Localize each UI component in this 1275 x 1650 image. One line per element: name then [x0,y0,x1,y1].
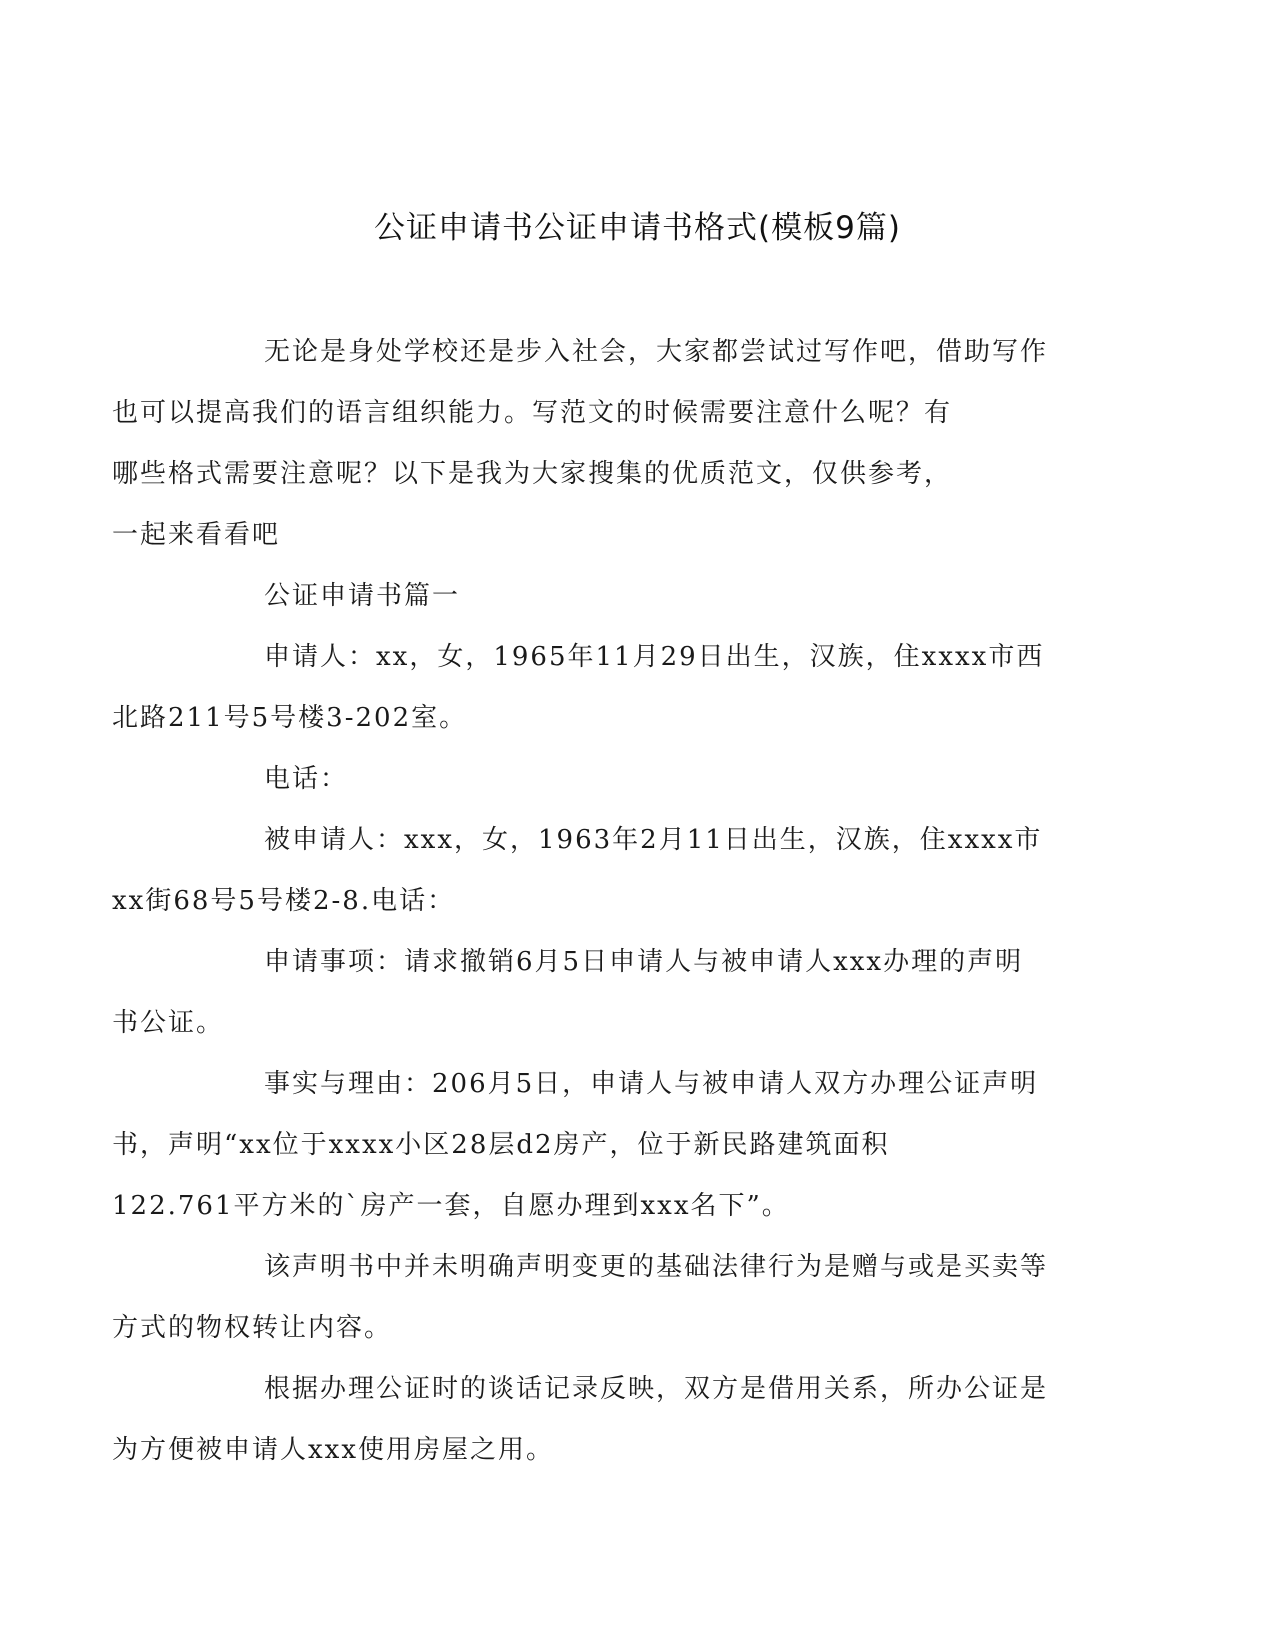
text-line: 122.761平方米的`房产一套，自愿办理到xxx名下”。 [112,1191,790,1221]
text-line: 也可以提高我们的语言组织能力。写范文的时候需要注意什么呢？有 [112,398,953,428]
paragraph-respondent [112,810,1078,932]
text-line: 北路211号5号楼3-202室。 [112,703,468,733]
text-line: 一起来看看吧 [112,520,281,550]
text-line: 事实与理由：206月5日，申请人与被申请人双方办理公证声明 [264,1069,1039,1099]
text-line: xx街68号5号楼2-8.电话： [112,886,456,916]
paragraph-statement [112,1237,1078,1359]
text-line: 申请人：xx，女，1965年11月29日出生，汉族，住xxxx市西 [264,642,1045,672]
text-line: 被申请人：xxx，女，1963年2月11日出生，汉族，住xxxx市 [264,825,1043,855]
paragraph-applicant [112,627,1078,749]
text-line: 书，声明“xx位于xxxx小区28层d2房产，位于新民路建筑面积 [112,1130,890,1160]
text-line: 申请事项：请求撤销6月5日申请人与被申请人xxx办理的声明 [264,947,1024,977]
text-line: 无论是身处学校还是步入社会，大家都尝试过写作吧，借助写作 [264,337,1049,367]
document-body [112,322,1078,1481]
paragraph-intro [112,322,1078,566]
paragraph-record [112,1359,1078,1481]
paragraph-phone [188,749,1078,810]
paragraph-facts [112,1054,1078,1237]
text-line: 该声明书中并未明确声明变更的基础法律行为是赠与或是买卖等 [264,1252,1049,1282]
section-heading [188,566,1078,627]
document-title: 公证申请书公证申请书格式(模板9篇) [374,210,901,246]
text-line: 公证申请书篇一 [264,581,461,611]
paragraph-request [112,932,1078,1054]
text-line: 根据办理公证时的谈话记录反映，双方是借用关系，所办公证是 [264,1374,1049,1404]
text-line: 方式的物权转让内容。 [112,1313,393,1343]
text-line: 书公证。 [112,1008,225,1038]
text-line: 电话： [264,764,349,794]
text-line: 为方便被申请人xxx使用房屋之用。 [112,1435,554,1465]
text-line: 哪些格式需要注意呢？以下是我为大家搜集的优质范文，仅供参考， [112,459,953,489]
